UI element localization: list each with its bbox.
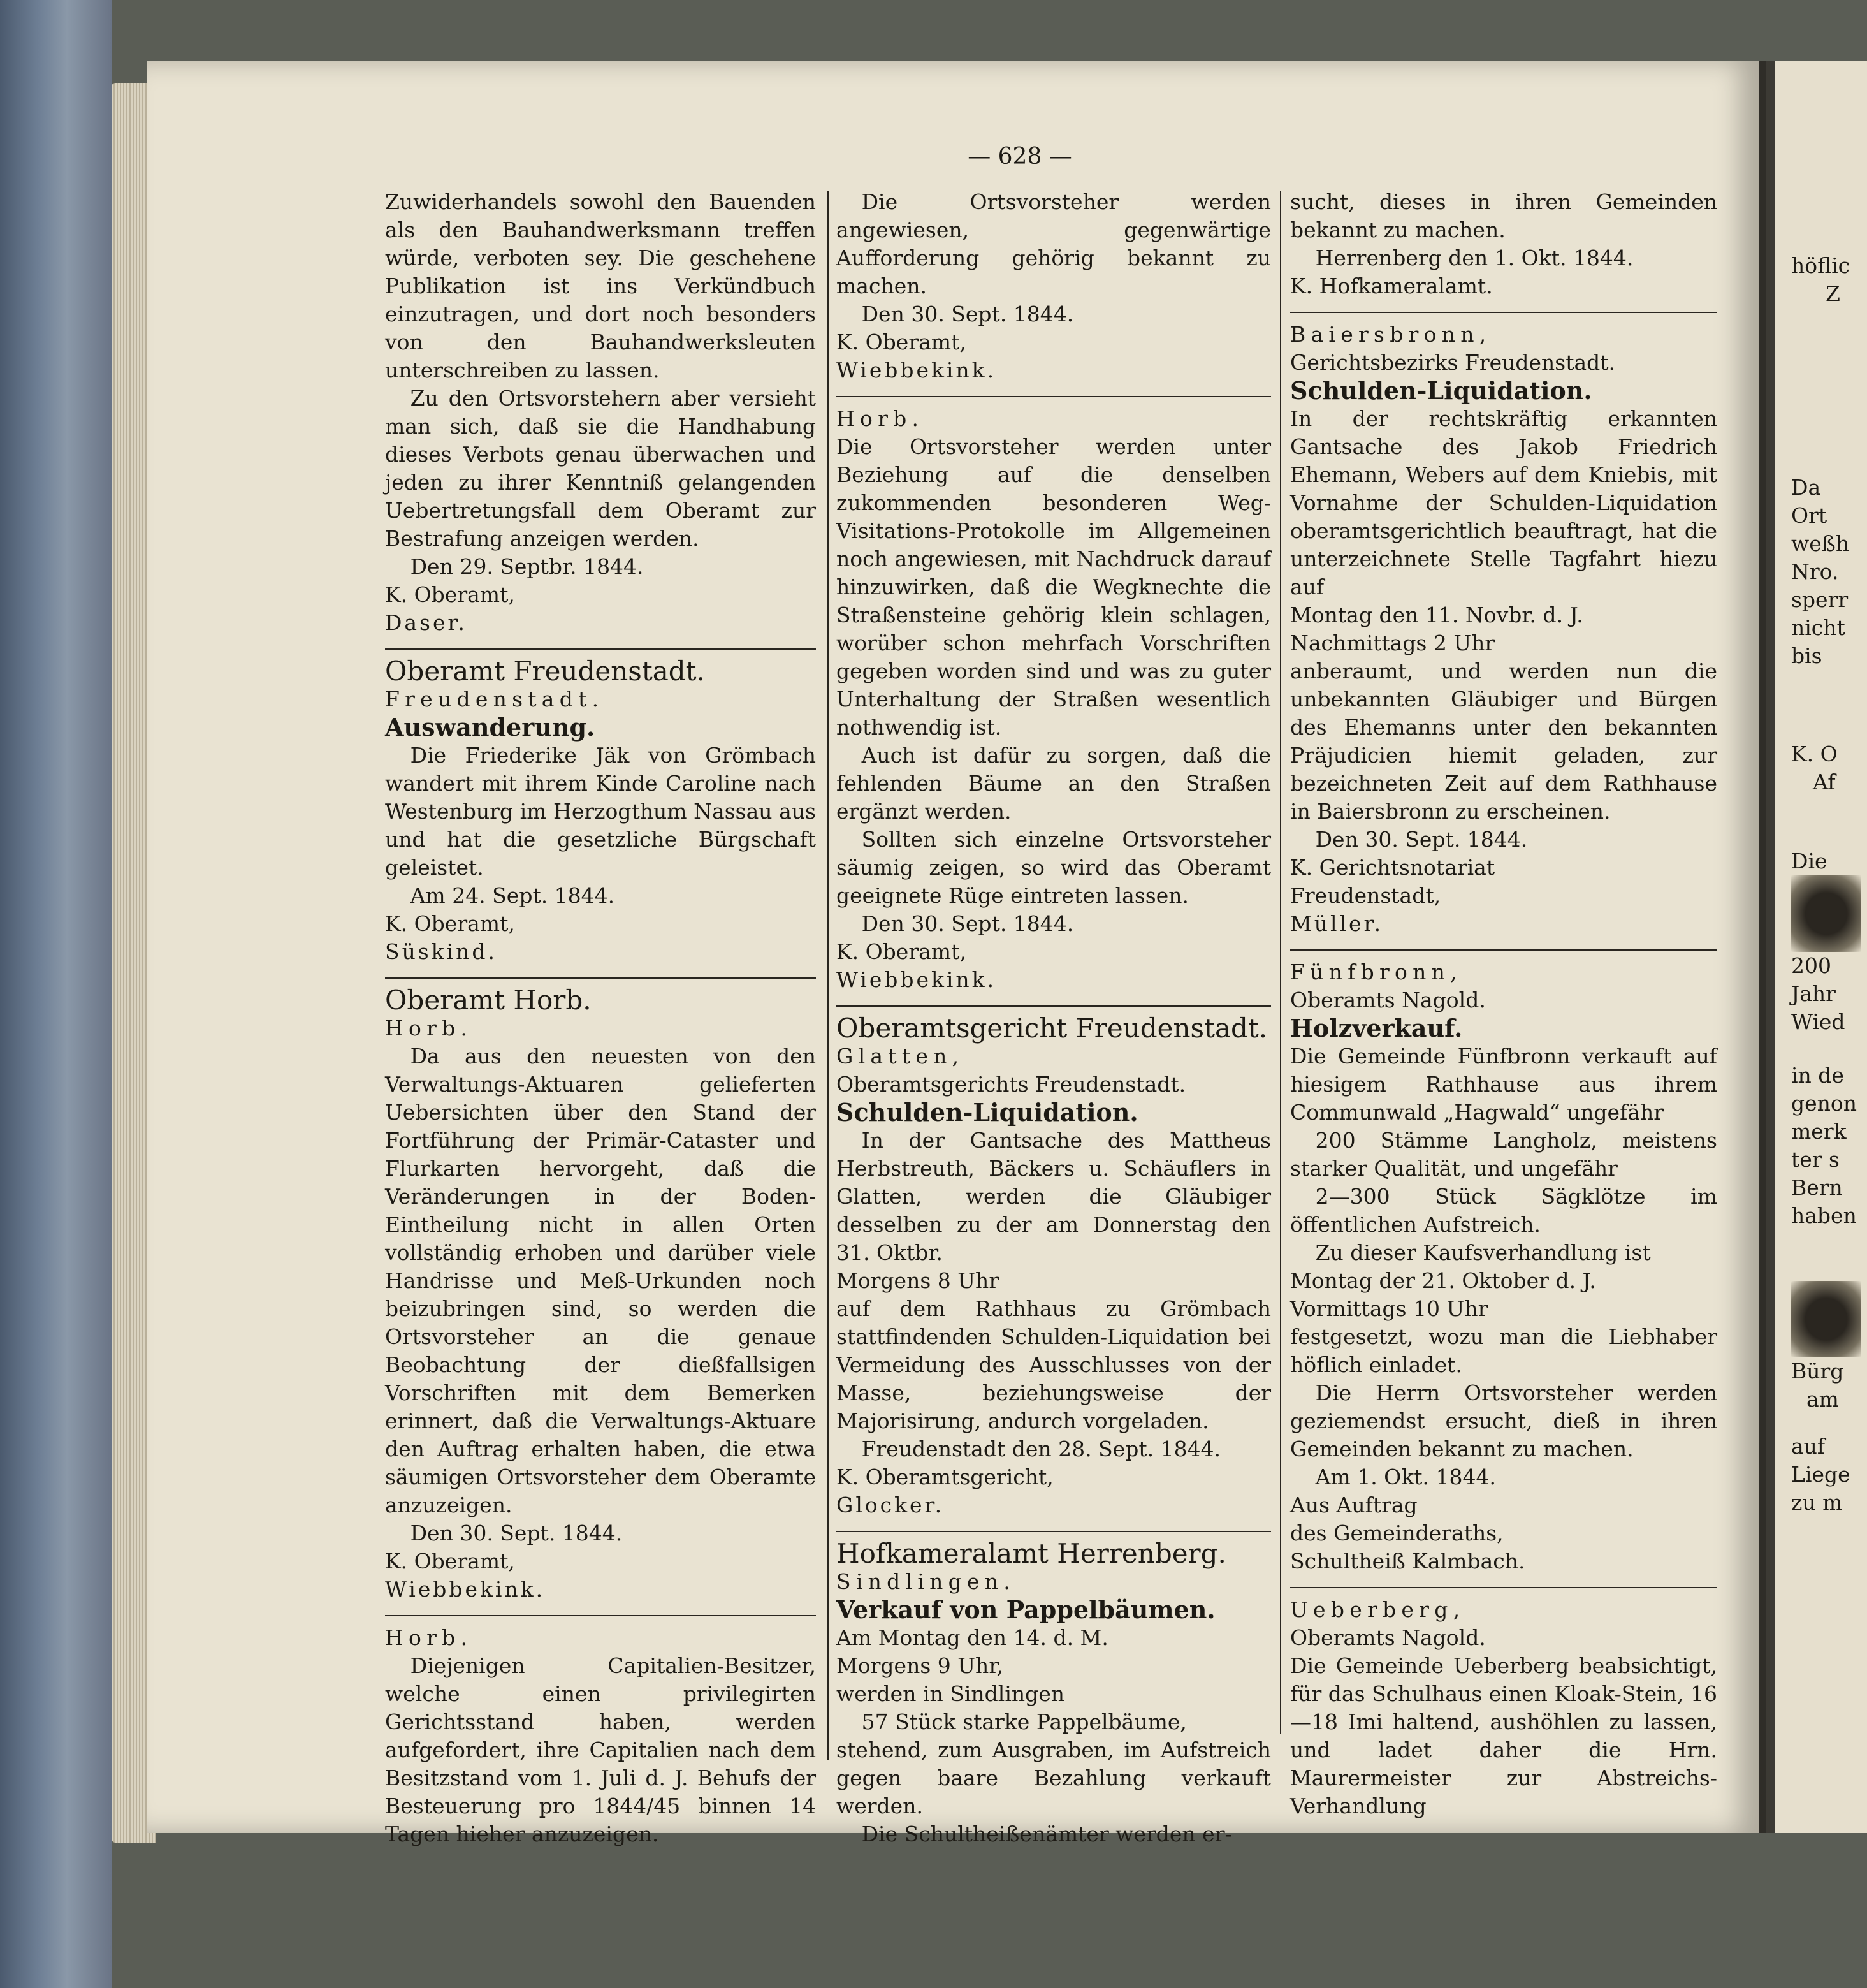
signature-line: K. Oberamt, — [385, 1549, 515, 1574]
paragraph: Zu den Ortsvorstehern aber versieht man sich, daß sie die Handhabung dieses Verbots genau überwachen und jeden zu ihrer Kenntniß gelangenden Uebertretungsfall dem Oberamt zur Bestrafung anzeigen werden. — [385, 386, 816, 551]
column-1 — [385, 188, 816, 1848]
np-line: Jahr — [1791, 981, 1836, 1006]
np-line: Bürg — [1791, 1359, 1844, 1384]
np-line: sperr — [1791, 587, 1849, 612]
paragraph: Die Ortsvorsteher werden unter Beziehung auf die denselben zukommenden besonderen Weg-Visitations-Protokolle im Allgemeinen noch angewiesen, mit Nachdruck darauf hinzuwirken, daß die Wegknechte die Straßensteine gehörig klein schlagen, worüber schon mehrfach Vorschriften gegeben worden sind und was zu guter Unterhaltung der Straßen wesentlich nothwendig ist. — [836, 434, 1271, 740]
sub-heading: Gerichtsbezirks Freudenstadt. — [1290, 350, 1616, 375]
section-divider — [836, 396, 1271, 397]
notice-fuenfbronn — [1290, 958, 1717, 1575]
section-divider — [836, 1531, 1271, 1532]
section-divider — [385, 1615, 816, 1616]
np-line: haben — [1791, 1203, 1857, 1228]
notice-auswanderung — [385, 657, 816, 966]
paragraph: festgesetzt, wozu man die Liebhaber höflich einladet. — [1290, 1324, 1717, 1377]
date-line: Montag der 21. Oktober d. J. — [1290, 1268, 1596, 1293]
book-spine — [0, 0, 112, 1988]
date-line: Herrenberg den 1. Okt. 1844. — [1315, 245, 1634, 270]
next-page-fragment — [1766, 61, 1867, 1833]
place-line: Horb. — [836, 406, 924, 431]
np-line: nicht — [1791, 615, 1845, 640]
notice-continuation — [836, 188, 1271, 384]
np-line: in de — [1791, 1063, 1844, 1088]
date-line: Den 30. Sept. 1844. — [1315, 827, 1528, 852]
signature-line: K. Oberamt, — [836, 330, 966, 354]
section-divider — [1290, 949, 1717, 951]
np-line: weßh — [1791, 531, 1850, 556]
notice-glatten — [836, 1014, 1271, 1519]
date-line: Freudenstadt den 28. Sept. 1844. — [861, 1436, 1221, 1461]
date-line: Den 30. Sept. 1844. — [861, 302, 1074, 326]
signature-name: Süskind. — [385, 939, 497, 964]
time-line: Vormittags 10 Uhr — [1290, 1296, 1488, 1321]
sub-heading: Oberamts Nagold. — [1290, 988, 1486, 1012]
signature-line: Freudenstadt, — [1290, 883, 1441, 908]
notice-title: Auswanderung. — [385, 713, 595, 742]
signature-name: Daser. — [385, 610, 467, 635]
paragraph: Diejenigen Capitalien-Besitzer, welche einen privilegirten Gerichtsstand haben, werden aufgefordert, ihre Capitalien nach dem Besitzstand vom 1. Juli d. J. Behufs der Besteuerung pro 1844/45 binnen 14 Tagen hieher anzuzeigen. — [385, 1653, 816, 1846]
date-line: Am 24. Sept. 1844. — [410, 883, 615, 908]
np-line: ter s — [1791, 1147, 1840, 1172]
np-line: zu m — [1791, 1490, 1843, 1515]
date-line: Montag den 11. Novbr. d. J. — [1290, 603, 1583, 627]
np-line: Nro. — [1791, 559, 1839, 584]
signature-name: Wiebbekink. — [836, 967, 997, 992]
section-divider — [1290, 1587, 1717, 1588]
notice-title: Schulden-Liquidation. — [836, 1098, 1138, 1127]
notice-horb-1 — [385, 986, 816, 1604]
woodcut-image — [1791, 875, 1861, 952]
np-line: bis — [1791, 643, 1822, 668]
paragraph: 200 Stämme Langholz, meistens starker Qualität, und ungefähr — [1290, 1128, 1717, 1181]
date-line: Den 30. Sept. 1844. — [410, 1521, 623, 1546]
sub-heading: Oberamts Nagold. — [1290, 1625, 1486, 1650]
place-line: Glatten, — [836, 1044, 964, 1069]
place-line: Ueberberg, — [1290, 1597, 1465, 1622]
np-line: Af — [1813, 770, 1836, 794]
np-line: Z — [1826, 281, 1840, 306]
np-line: Da — [1791, 475, 1821, 500]
paragraph: Zuwiderhandels sowohl den Bauenden als den Bauhandwerksmann treffen würde, verboten sey. Die geschehene Publikation ist ins Verkündbuch einzutragen, und dort noch besonders von den Bauhandwerksleuten unterschreiben zu lassen. — [385, 189, 816, 383]
paragraph: In der Gantsache des Mattheus Herbstreuth, Bäckers u. Schäuflers in Glatten, werden die Gläubiger desselben zu der am Donnerstag den 31. Oktbr. — [836, 1128, 1271, 1265]
signature-line: K. Oberamt, — [385, 582, 515, 607]
paragraph: Auch ist dafür zu sorgen, daß die fehlenden Bäume an den Straßen ergänzt werden. — [836, 743, 1271, 824]
place-line: Horb. — [385, 1625, 473, 1650]
signature-line: K. Hofkameralamt. — [1290, 274, 1493, 298]
notice-horb-2 — [385, 1624, 816, 1848]
signature-line: K. Gerichtsnotariat — [1290, 855, 1495, 880]
np-line: Die — [1791, 849, 1827, 873]
date-line: Am 1. Okt. 1844. — [1315, 1465, 1496, 1489]
woodcut-image — [1791, 1281, 1861, 1357]
paragraph: stehend, zum Ausgraben, im Aufstreich gegen baare Bezahlung verkauft werden. — [836, 1737, 1271, 1818]
paragraph: sucht, dieses in ihren Gemeinden bekannt zu machen. — [1290, 189, 1717, 242]
date-line: Den 30. Sept. 1844. — [861, 911, 1074, 936]
paragraph: werden in Sindlingen — [836, 1681, 1065, 1706]
paragraph: Sollten sich einzelne Ortsvorsteher säumig zeigen, so wird das Oberamt geeignete Rüge eintreten lassen. — [836, 827, 1271, 908]
notice-sindlingen — [836, 1540, 1271, 1848]
paragraph: In der rechtskräftig erkannten Gantsache des Jakob Friedrich Ehemann, Webers auf dem Kniebis, mit Vornahme der Schulden-Liquidation oberamtsgerichtlich beauftragt, hat die unterzeichnete Stelle Tagfahrt hiezu auf — [1290, 406, 1717, 599]
np-line: Liege — [1791, 1462, 1850, 1487]
section-divider — [385, 648, 816, 650]
column-rule — [827, 191, 829, 1760]
column-3 — [1290, 188, 1717, 1820]
column-2 — [836, 188, 1271, 1848]
date-line: Am Montag den 14. d. M. — [836, 1625, 1108, 1650]
np-line: genon — [1791, 1091, 1857, 1116]
section-divider — [385, 977, 816, 979]
signature-line: K. Oberamt, — [836, 939, 966, 964]
np-line: am — [1806, 1387, 1839, 1412]
signature-name: Wiebbekink. — [385, 1577, 546, 1602]
notice-horb-strassen — [836, 405, 1271, 994]
notice-ueberberg — [1290, 1596, 1717, 1820]
paragraph: auf dem Rathhaus zu Grömbach stattfindenden Schulden-Liquidation bei Vermeidung des Ausschlusses von der Masse, beziehungsweise der Majorisirung, andurch vorgeladen. — [836, 1296, 1271, 1433]
paragraph: Da aus den neuesten von den Verwaltungs-Aktuaren gelieferten Uebersichten über den Stand der Fortführung der Primär-Cataster und Flurkarten hervorgeht, daß die Veränderungen in der Boden-Eintheilung nicht in allen Orten vollständig erhoben und darüber viele Handrisse und Meß-Urkunden noch beizubringen sind, so werden die Ortsvorsteher an die genaue Beobachtung der dießfallsigen Vorschriften mit dem Bemerken erinnert, daß die Verwaltungs-Aktuare den Auftrag erhalten haben, die etwa säumigen Ortsvorsteher dem Oberamte anzuzeigen. — [385, 1044, 816, 1517]
paragraph: 57 Stück starke Pappelbäume, — [861, 1709, 1187, 1734]
section-divider — [836, 1005, 1271, 1007]
signature-line: des Gemeinderaths, — [1290, 1521, 1504, 1546]
section-heading: Oberamtsgericht Freudenstadt. — [836, 1012, 1268, 1044]
signature-line: Aus Auftrag — [1290, 1493, 1418, 1517]
paragraph: Die Gemeinde Fünfbronn verkauft auf hiesigem Rathhause aus ihrem Communwald „Hagwald“ ungefähr — [1290, 1044, 1717, 1125]
place-line: Fünfbronn, — [1290, 960, 1462, 984]
notice-continuation — [385, 188, 816, 637]
section-heading: Oberamt Freudenstadt. — [385, 655, 705, 687]
section-heading: Oberamt Horb. — [385, 984, 592, 1016]
np-line: Wied — [1791, 1009, 1845, 1034]
sub-heading: Oberamtsgerichts Freudenstadt. — [836, 1072, 1186, 1097]
notice-baiersbronn — [1290, 321, 1717, 938]
paragraph: 2—300 Stück Sägklötze im öffentlichen Aufstreich. — [1290, 1184, 1717, 1237]
section-heading: Hofkameralamt Herrenberg. — [836, 1538, 1226, 1569]
column-rule — [1280, 191, 1281, 1734]
signature-name: Müller. — [1290, 911, 1384, 936]
signature-name: Wiebbekink. — [836, 358, 997, 383]
np-line: Bern — [1791, 1175, 1843, 1200]
signature-line: K. Oberamt, — [385, 911, 515, 936]
time-line: Morgens 9 Uhr, — [836, 1653, 1003, 1678]
signature-line: K. Oberamtsgericht, — [836, 1465, 1054, 1489]
paragraph: Die Ortsvorsteher werden angewiesen, gegenwärtige Aufforderung gehörig bekannt zu machen. — [836, 189, 1271, 298]
time-line: Nachmittags 2 Uhr — [1290, 631, 1495, 655]
np-line: höflic — [1791, 253, 1850, 278]
notice-title: Verkauf von Pappelbäumen. — [836, 1595, 1216, 1624]
paragraph: Die Herrn Ortsvorsteher werden geziemendst ersucht, dieß in ihren Gemeinden bekannt zu machen. — [1290, 1380, 1717, 1461]
notice-title: Holzverkauf. — [1290, 1014, 1463, 1042]
notice-continuation — [1290, 188, 1717, 300]
place-line: Sindlingen. — [836, 1569, 1016, 1594]
place-line: Baiersbronn, — [1290, 322, 1492, 347]
section-divider — [1290, 312, 1717, 313]
paragraph: anberaumt, und werden nun die unbekannten Gläubiger und Bürgen des Ehemanns unter den bekannten Präjudicien hiemit geladen, zur bezeichneten Zeit auf dem Rathhause in Baiersbronn zu erscheinen. — [1290, 659, 1717, 824]
paragraph: Die Schultheißenämter werden er- — [861, 1822, 1232, 1846]
paragraph: Die Friederike Jäk von Grömbach wandert mit ihrem Kinde Caroline nach Westenburg im Herzogthum Nassau aus und hat die gesetzliche Bürgschaft geleistet. — [385, 743, 816, 880]
np-line: auf — [1791, 1434, 1826, 1459]
paragraph: Die Gemeinde Ueberberg beabsichtigt, für das Schulhaus einen Kloak-Stein, 16—18 Imi haltend, aushöhlen zu lassen, und ladet daher die Hrn. Maurermeister zur Abstreichs-Verhandlung — [1290, 1653, 1717, 1818]
paragraph: Zu dieser Kaufsverhandlung ist — [1315, 1240, 1651, 1265]
signature-name: Glocker. — [836, 1493, 945, 1517]
np-line: 200 — [1791, 953, 1831, 978]
date-line: Den 29. Septbr. 1844. — [410, 554, 644, 579]
np-line: merk — [1791, 1119, 1847, 1144]
page-number: — 628 — — [968, 143, 1072, 170]
time-line: Morgens 8 Uhr — [836, 1268, 999, 1293]
np-line: K. O — [1791, 742, 1838, 766]
np-line: Ort — [1791, 503, 1827, 528]
place-line: Horb. — [385, 1016, 473, 1041]
notice-title: Schulden-Liquidation. — [1290, 376, 1592, 405]
signature-name: Schultheiß Kalmbach. — [1290, 1549, 1525, 1574]
place-line: Freudenstadt. — [385, 687, 604, 712]
